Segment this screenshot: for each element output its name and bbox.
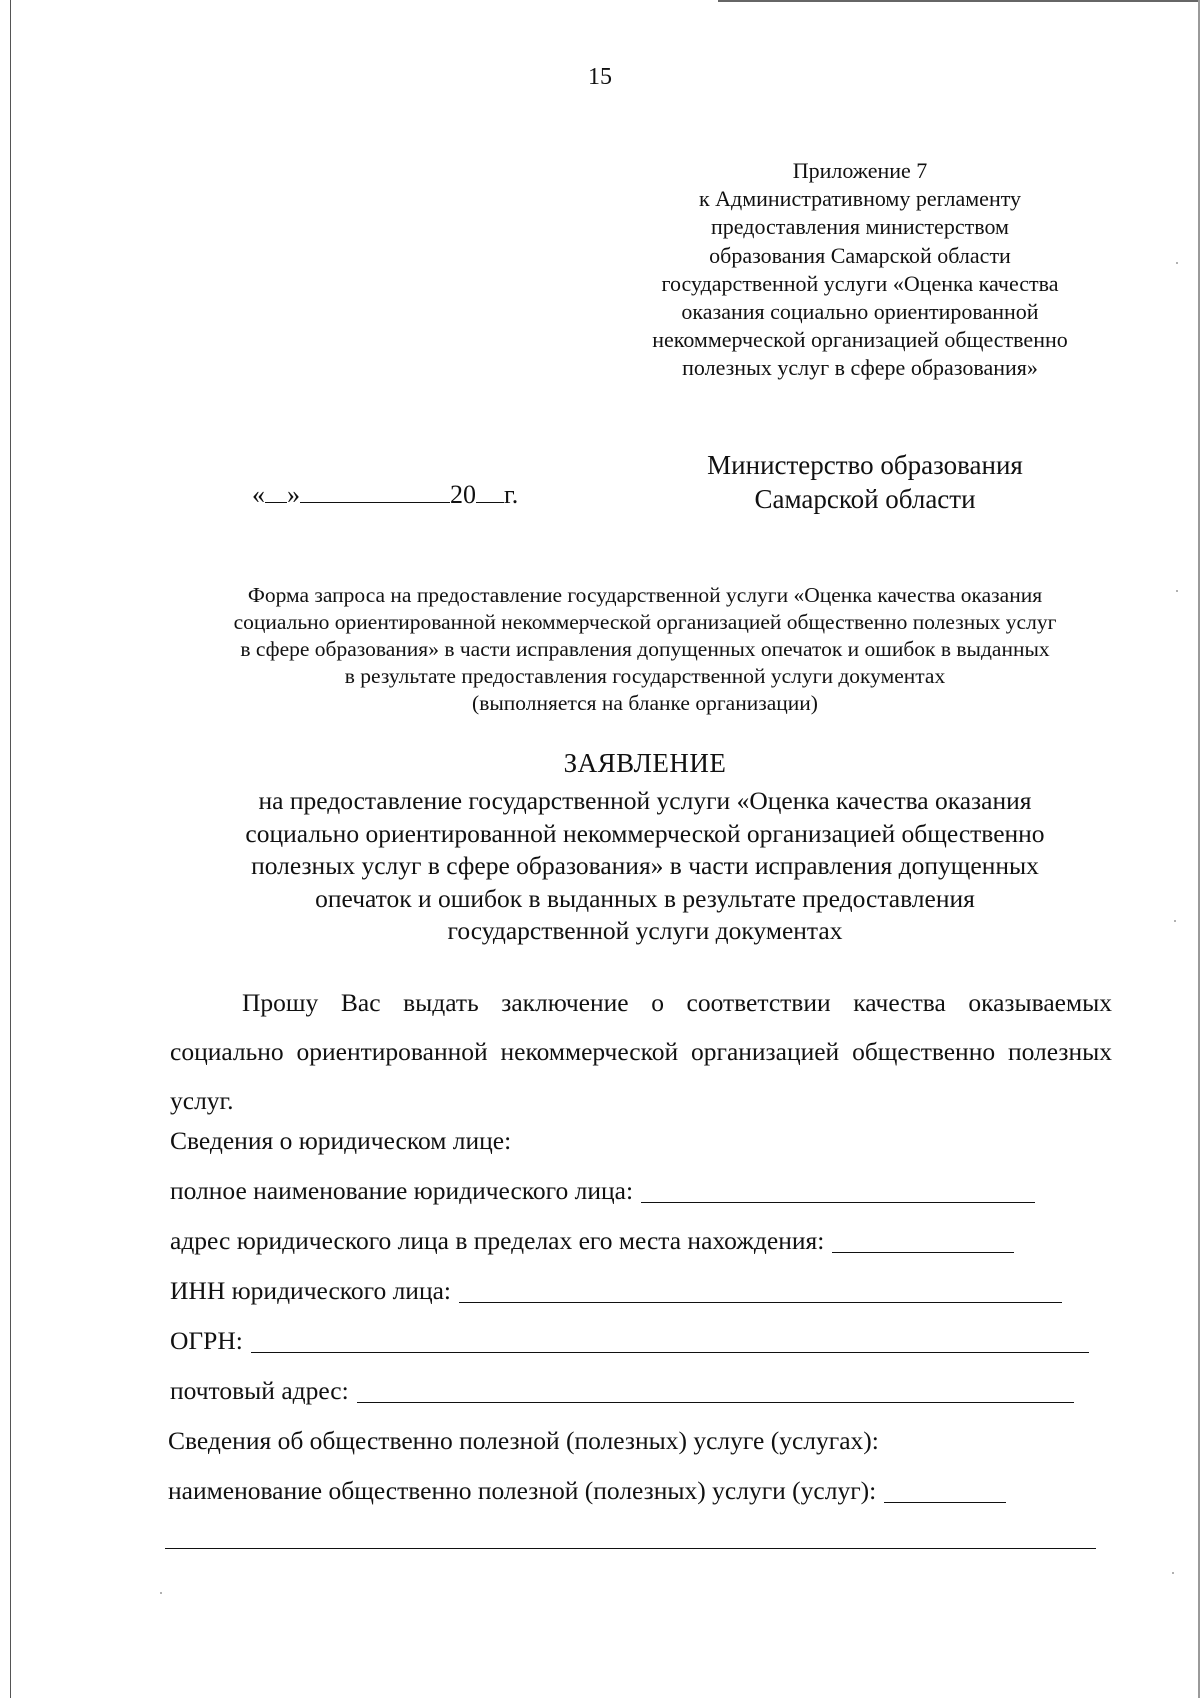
- appendix-line: к Административному регламенту: [698, 186, 1022, 212]
- request-paragraph: Прошу Вас выдать заключение о соответствии качества оказываемых социально ориентированной некоммерческой организацией общественно полезных услуг.: [170, 988, 1112, 1115]
- scan-edge-top: [718, 0, 1200, 2]
- month-blank[interactable]: [300, 480, 450, 503]
- scan-speck: [1176, 262, 1178, 264]
- full-name-input-line[interactable]: [641, 1201, 1035, 1203]
- scan-speck: [1172, 1572, 1174, 1574]
- service-name-field: [168, 1476, 1006, 1506]
- address-input-line[interactable]: [832, 1251, 1014, 1253]
- form-title-line: (выполняется на бланке организации): [472, 691, 818, 715]
- day-blank[interactable]: [265, 480, 287, 503]
- appendix-line: предоставления министерством: [711, 214, 1009, 240]
- inn-input-line[interactable]: [459, 1301, 1062, 1303]
- ogrn-label: ОГРН:: [170, 1326, 243, 1355]
- date-close-quote: »: [287, 480, 300, 509]
- scan-edge-left: [10, 0, 11, 1698]
- statement-subtitle-line: государственной услуги документах: [447, 916, 843, 945]
- recipient-line: Министерство образования: [707, 450, 1023, 480]
- year-prefix: 20: [450, 480, 476, 509]
- ogrn-input-line[interactable]: [251, 1351, 1089, 1353]
- date-field: [252, 480, 518, 510]
- address-label: адрес юридического лица в пределах его места нахождения:: [170, 1226, 825, 1255]
- appendix-note: [610, 157, 1110, 383]
- services-section-text: Сведения об общественно полезной (полезных) услуге (услугах):: [168, 1426, 879, 1455]
- year-blank[interactable]: [476, 480, 504, 503]
- postal-address-label: почтовый адрес:: [170, 1376, 349, 1405]
- appendix-line: оказания социально ориентированной: [681, 299, 1039, 325]
- recipient-line: Самарской области: [754, 484, 976, 514]
- page-number: 15: [588, 64, 612, 90]
- recipient-block: [680, 448, 1050, 516]
- services-section-label: [168, 1426, 879, 1456]
- form-title-line: социально ориентированной некоммерческой организацией общественно полезных услуг: [233, 610, 1057, 634]
- scan-speck: [1176, 590, 1178, 592]
- statement-subtitle-line: на предоставление государственной услуги «Оценка качества оказания: [258, 786, 1032, 815]
- legal-entity-section-text: Сведения о юридическом лице:: [170, 1126, 512, 1155]
- postal-address-input-line[interactable]: [357, 1401, 1074, 1403]
- form-title-line: в результате предоставления государственной услуги документах: [344, 664, 946, 688]
- statement-subtitle-line: полезных услуг в сфере образования» в части исправления допущенных: [251, 851, 1039, 880]
- form-title-line: Форма запроса на предоставление государственной услуги «Оценка качества оказания: [247, 583, 1043, 607]
- appendix-line: государственной услуги «Оценка качества: [661, 270, 1059, 296]
- service-name-input-line[interactable]: [884, 1501, 1006, 1503]
- postal-address-field: [170, 1376, 1074, 1406]
- legal-entity-section-label: [170, 1126, 511, 1156]
- full-name-label: полное наименование юридического лица:: [170, 1176, 634, 1205]
- statement-subtitle-line: опечаток и ошибок в выданных в результате предоставления: [315, 883, 975, 913]
- statement-subtitle-line: социально ориентированной некоммерческой организацией общественно: [245, 818, 1045, 848]
- year-suffix: г.: [504, 480, 519, 509]
- inn-field: [170, 1276, 1062, 1306]
- scan-speck: [1174, 920, 1176, 922]
- statement-heading: ЗАЯВЛЕНИЕ: [563, 748, 727, 778]
- appendix-line: некоммерческой организацией общественно: [652, 327, 1068, 353]
- statement-subtitle: [150, 785, 1140, 948]
- appendix-line: полезных услуг в сфере образования»: [682, 355, 1038, 381]
- appendix-line: образования Самарской области: [709, 242, 1011, 268]
- appendix-line: Приложение 7: [792, 158, 928, 183]
- address-field: [170, 1226, 1014, 1256]
- form-title-line: в сфере образования» в части исправления допущенных опечаток и ошибок в выданных: [240, 637, 1050, 661]
- full-name-field: [170, 1176, 1035, 1206]
- scan-speck: [160, 1592, 162, 1594]
- inn-label: ИНН юридического лица:: [170, 1276, 451, 1305]
- ogrn-field: [170, 1326, 1089, 1356]
- date-open-quote: «: [252, 480, 265, 509]
- service-name-continuation-line[interactable]: [165, 1548, 1096, 1549]
- service-name-label: наименование общественно полезной (полезных) услуги (услуг):: [168, 1476, 877, 1505]
- form-title: [150, 582, 1140, 717]
